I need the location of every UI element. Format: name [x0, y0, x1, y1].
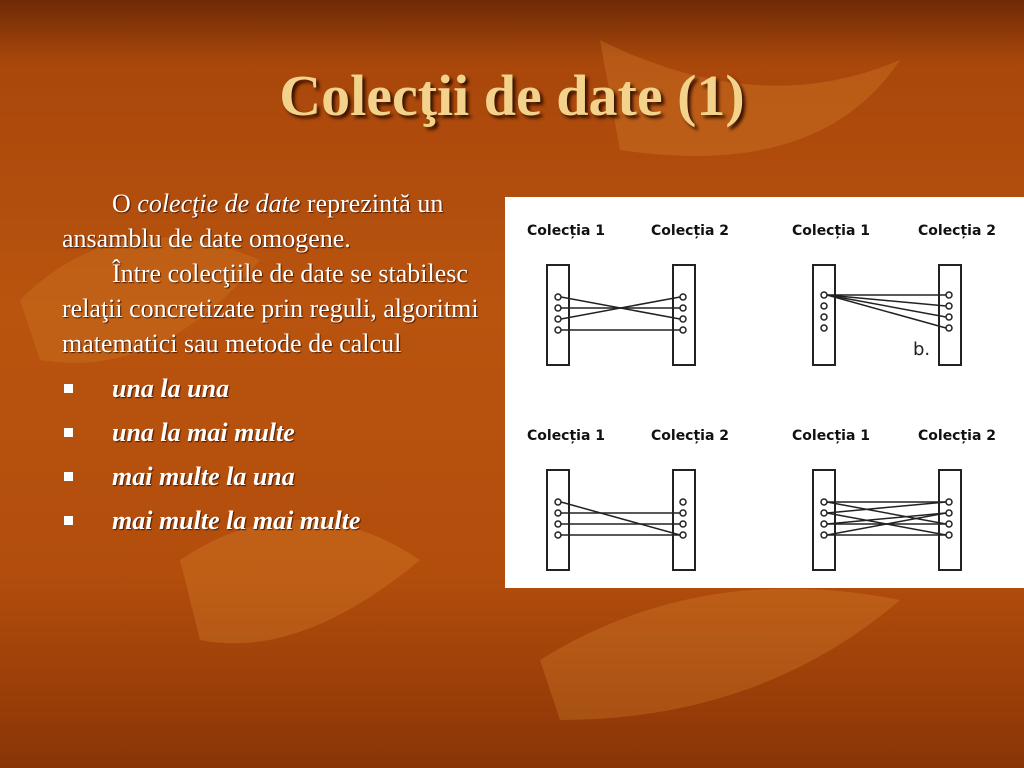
list-item: una la mai multe: [62, 415, 492, 450]
list-item: mai multe la una: [62, 459, 492, 494]
slide-title: Colecţii de date (1): [279, 63, 745, 128]
panel-left-label: Colecția 1: [792, 223, 871, 239]
slide-body: [62, 186, 492, 547]
square-bullet-icon: [64, 516, 73, 525]
definition-rest: reprezintă un ansamblu de date omogene.: [62, 189, 444, 253]
relations-text: Între colecţiile de date se stabilesc relaţii concretizate prin reguli, algoritmi matematici sau metode de calcul: [62, 259, 479, 358]
panel-right-label: Colecția 2: [918, 428, 997, 444]
panel-left-label: Colecția 1: [527, 428, 606, 444]
list-item: mai multe la mai multe: [62, 503, 492, 538]
panel-left-label: Colecția 1: [792, 428, 871, 444]
panel-right-label: Colecția 2: [918, 223, 997, 239]
relations-diagram: [505, 197, 1024, 588]
panel-right-label: Colecția 2: [651, 428, 730, 444]
diagram-panel-one-to-one: [527, 223, 729, 365]
panel-note: b.: [913, 339, 931, 360]
diagram-panel-many-to-many: [792, 428, 996, 570]
square-bullet-icon: [64, 428, 73, 437]
definition-paragraph: [62, 186, 492, 256]
panel-left-label: Colecția 1: [527, 223, 606, 239]
relations-paragraph: [62, 256, 492, 361]
definition-term: colecţie de date: [137, 189, 301, 218]
definition-prefix: O: [112, 189, 138, 218]
square-bullet-icon: [64, 472, 73, 481]
relations-diagram-svg: [505, 197, 1024, 588]
panel-right-label: Colecția 2: [651, 223, 730, 239]
relation-types-list: [62, 371, 492, 538]
square-bullet-icon: [64, 384, 73, 393]
diagram-panel-many-to-one: [527, 428, 729, 570]
diagram-panel-one-to-many: [792, 223, 996, 365]
list-item: una la una: [62, 371, 492, 406]
